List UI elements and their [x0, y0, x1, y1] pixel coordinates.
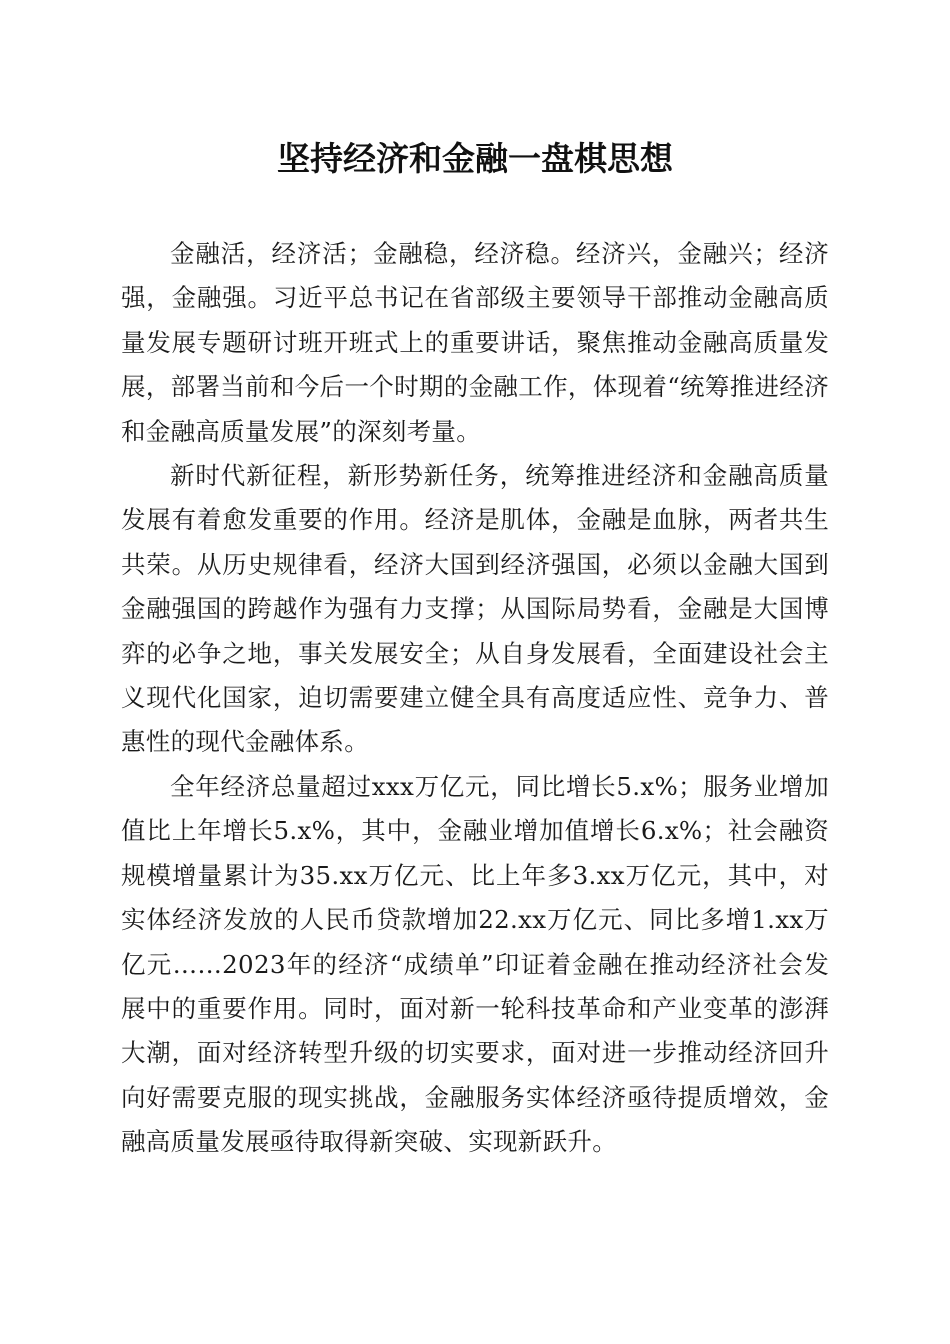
- paragraph-3: 全年经济总量超过xxx万亿元，同比增长5.x%；服务业增加值比上年增长5.x%，其中，金融业增加值增长6.x%；社会融资规模增量累计为35.xx万亿元、比上年多3.xx万亿元，其中，对实体经济发放的人民币贷款增加22.xx万亿元、同比多增1.xx万亿元……2023年的经济“成绩单”印证着金融在推动经济社会发展中的重要作用。同时，面对新一轮科技革命和产业变革的澎湃大潮，面对经济转型升级的切实要求，面对进一步推动经济回升向好需要克服的现实挑战，金融服务实体经济亟待提质增效，金融高质量发展亟待取得新突破、实现新跃升。: [121, 771, 829, 1157]
- document-title: 坚持经济和金融一盘棋思想: [277, 139, 673, 178]
- paragraph-2: 新时代新征程，新形势新任务，统筹推进经济和金融高质量发展有着愈发重要的作用。经济是肌体，金融是血脉，两者共生共荣。从历史规律看，经济大国到经济强国，必须以金融大国到金融强国的跨越作为强有力支撑；从国际局势看，金融是大国博弈的必争之地，事关发展安全；从自身发展看，全面建设社会主义现代化国家，迫切需要建立健全具有高度适应性、竞争力、普惠性的现代金融体系。: [121, 461, 829, 757]
- document-body: [121, 232, 829, 1165]
- paragraph-1: 金融活，经济活；金融稳，经济稳。经济兴，金融兴；经济强，金融强。习近平总书记在省部级主要领导干部推动金融高质量发展专题研讨班开班式上的重要讲话，聚焦推动金融高质量发展，部署当前和今后一个时期的金融工作，体现着“统筹推进经济和金融高质量发展”的深刻考量。: [121, 239, 829, 446]
